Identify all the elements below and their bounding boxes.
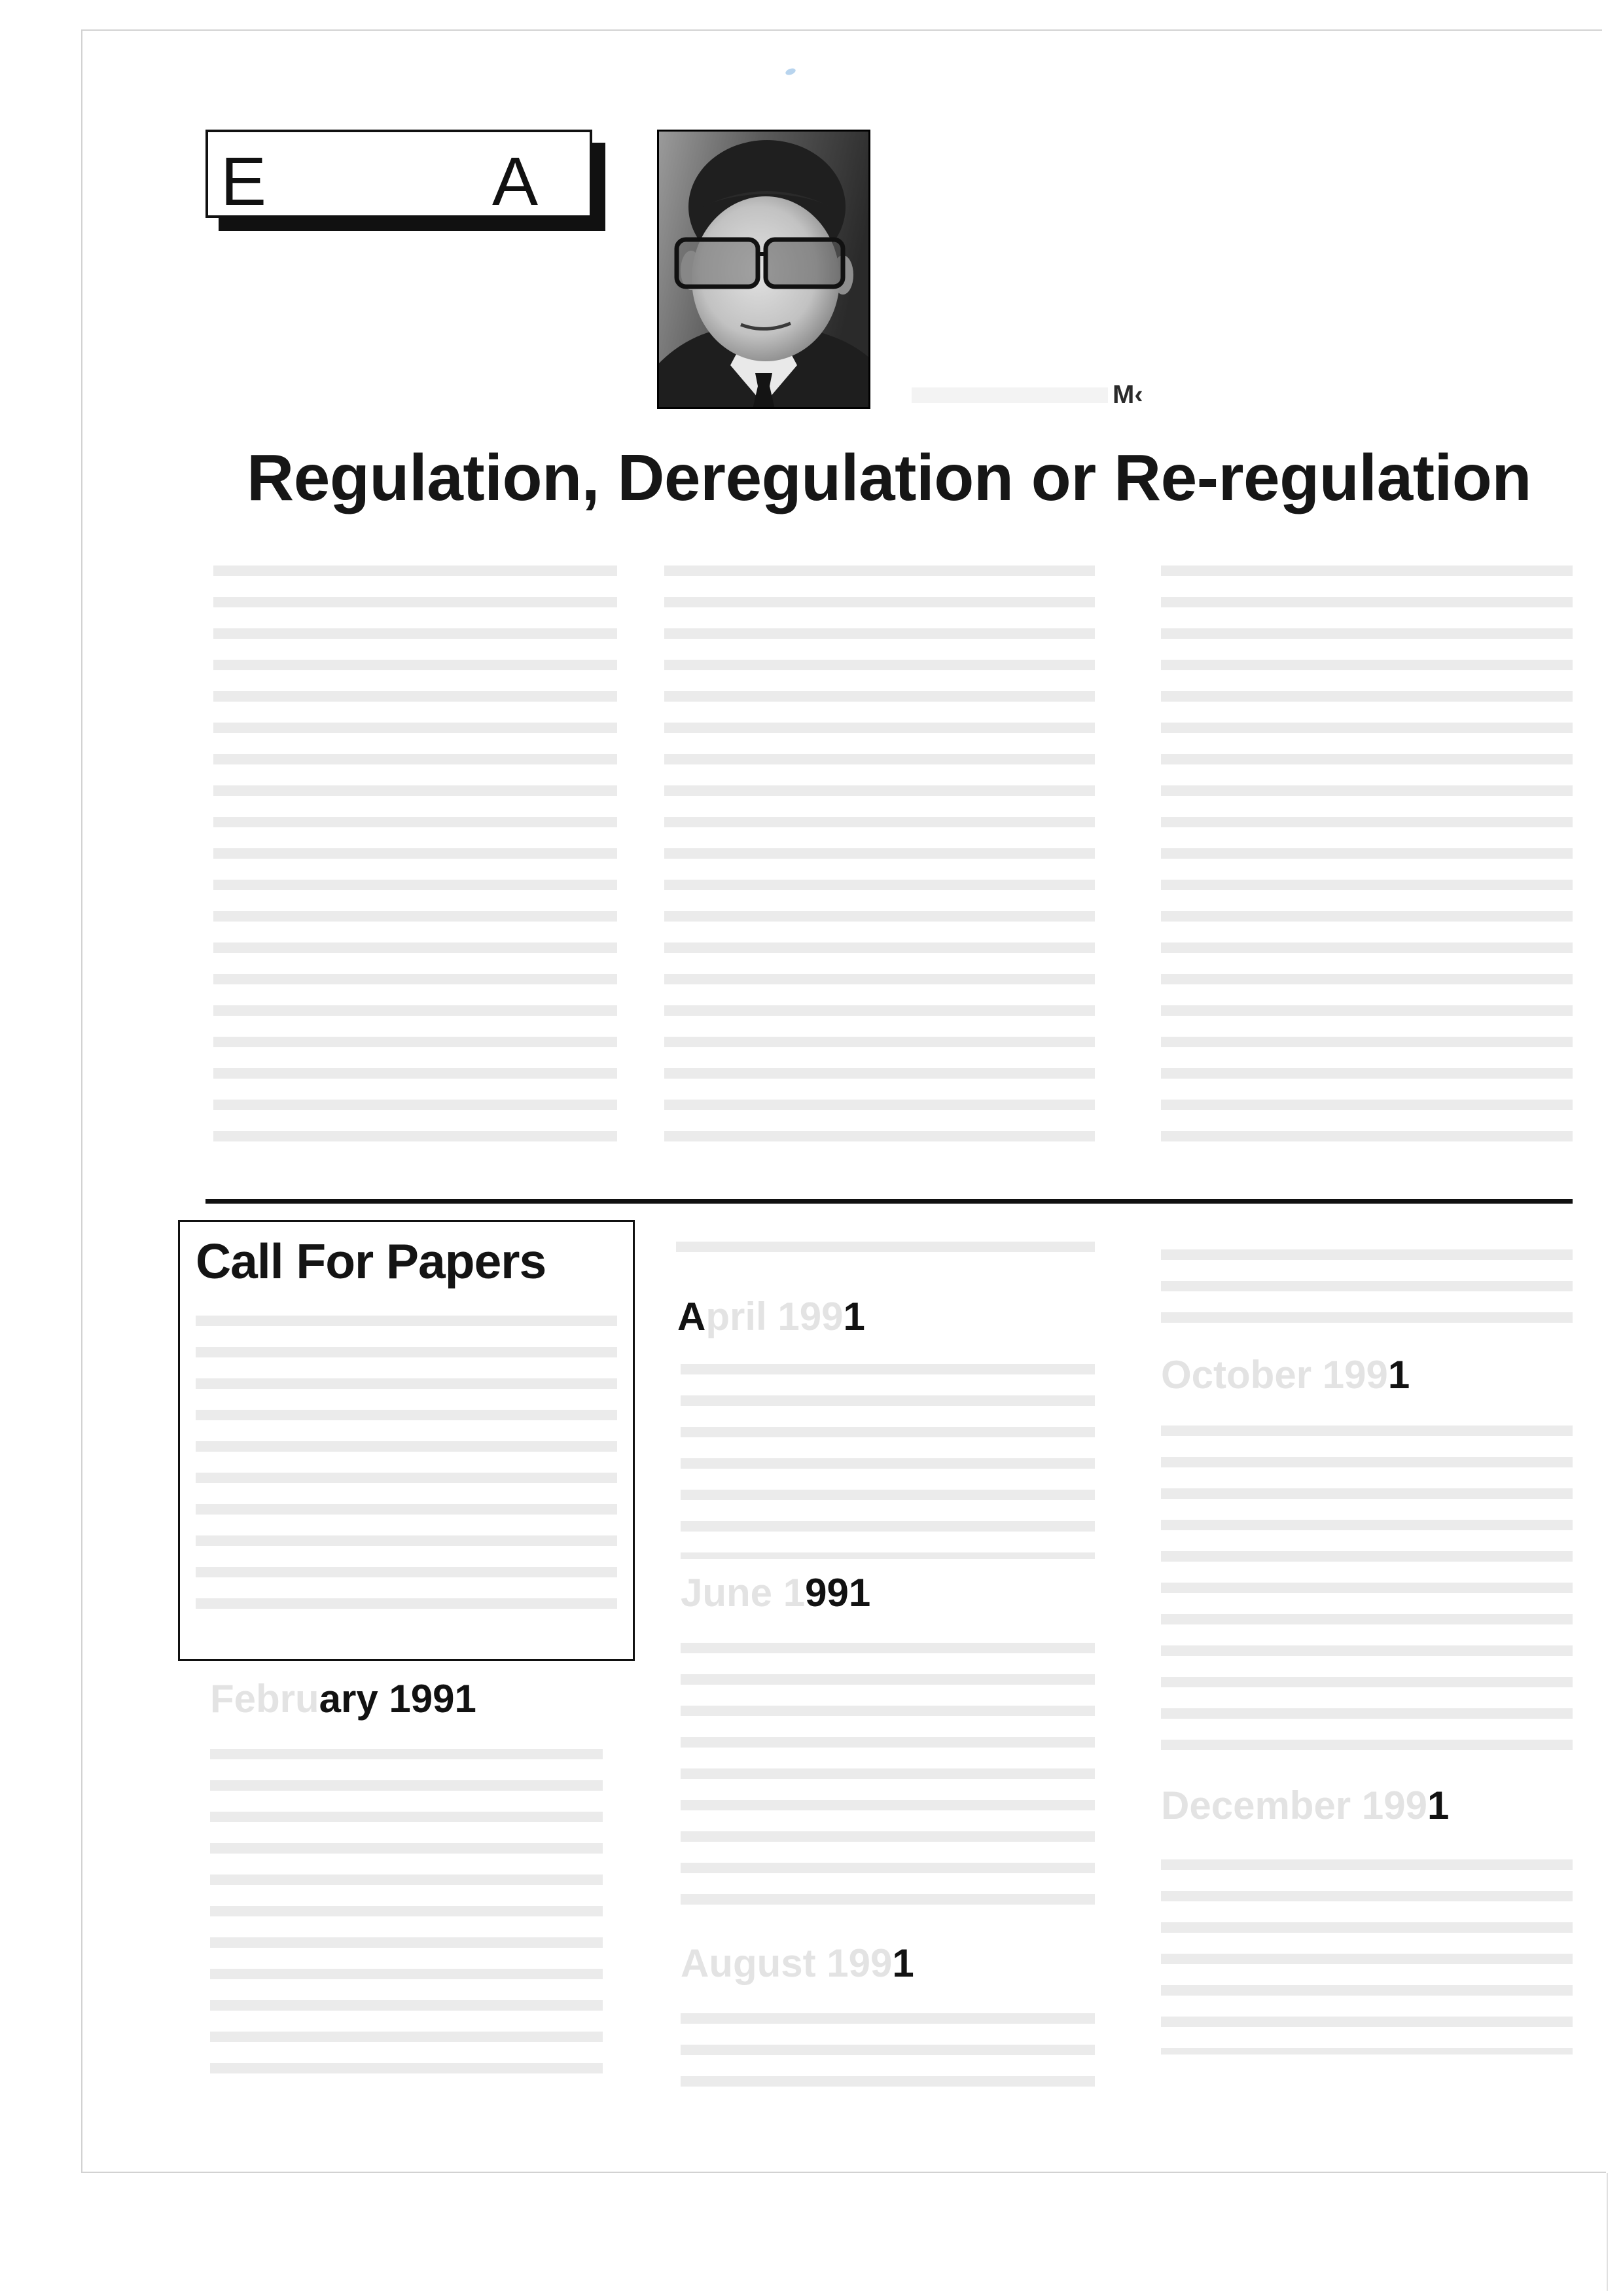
call-for-papers-box xyxy=(178,1220,635,1661)
section-divider xyxy=(205,1199,1573,1204)
october-body xyxy=(1161,1411,1573,1765)
april-body xyxy=(681,1350,1095,1559)
column-2-intro-line xyxy=(676,1227,1095,1259)
heading-dark-part: 991 xyxy=(805,1571,871,1615)
heading-faint-part: October 199 xyxy=(1161,1353,1388,1397)
heading-october-1991 xyxy=(1161,1355,1410,1395)
section-label-letter-first: E xyxy=(221,143,267,220)
photo-glasses-right-lens xyxy=(766,240,843,287)
heading-dark-lead: A xyxy=(677,1295,706,1338)
scan-speck xyxy=(785,67,796,77)
call-for-papers-body xyxy=(196,1301,617,1624)
heading-faint-part: pril 199 xyxy=(705,1295,844,1338)
author-byline: M‹ xyxy=(1113,380,1143,409)
june-body xyxy=(681,1628,1095,1926)
heading-august-1991 xyxy=(681,1941,914,1985)
heading-dark-part: 1 xyxy=(892,1941,914,1985)
page-edge-right-lower xyxy=(1607,2173,1608,2291)
page-edge-bottom xyxy=(81,2172,1606,2173)
heading-faint-part: August 199 xyxy=(681,1941,893,1985)
heading-dark-part: 1 xyxy=(843,1295,865,1338)
heading-june-1991 xyxy=(681,1573,870,1613)
heading-april-1991 xyxy=(677,1297,865,1336)
heading-faint-part: December 199 xyxy=(1161,1784,1427,1827)
heading-faint-part: June 1 xyxy=(681,1571,806,1615)
section-label-letter-last: A xyxy=(492,143,539,220)
heading-dark-part: 1 xyxy=(1427,1784,1450,1827)
article-body-column-1 xyxy=(213,551,617,1161)
december-body xyxy=(1161,1845,1573,2054)
heading-faint-part: Febru xyxy=(210,1677,319,1721)
photo-glasses-left-lens xyxy=(677,240,758,287)
faint-byline xyxy=(912,387,1108,403)
heading-february-1991 xyxy=(210,1679,476,1719)
heading-december-1991 xyxy=(1161,1786,1449,1825)
call-for-papers-title: Call For Papers xyxy=(196,1234,546,1289)
article-body-column-3 xyxy=(1161,551,1573,1161)
article-title: Regulation, Deregulation or Re-regulation xyxy=(247,441,1531,514)
page-edge-top xyxy=(81,29,1602,31)
february-body xyxy=(210,1734,603,2088)
heading-dark-part: ary 1991 xyxy=(319,1677,476,1721)
heading-dark-part: 1 xyxy=(1387,1353,1410,1397)
author-portrait-photo xyxy=(657,130,870,409)
column-3-intro-lines xyxy=(1161,1235,1573,1329)
section-label-box xyxy=(205,130,592,218)
page-edge-left xyxy=(81,29,82,2173)
article-body-column-2 xyxy=(664,551,1095,1161)
august-body xyxy=(681,1999,1095,2090)
